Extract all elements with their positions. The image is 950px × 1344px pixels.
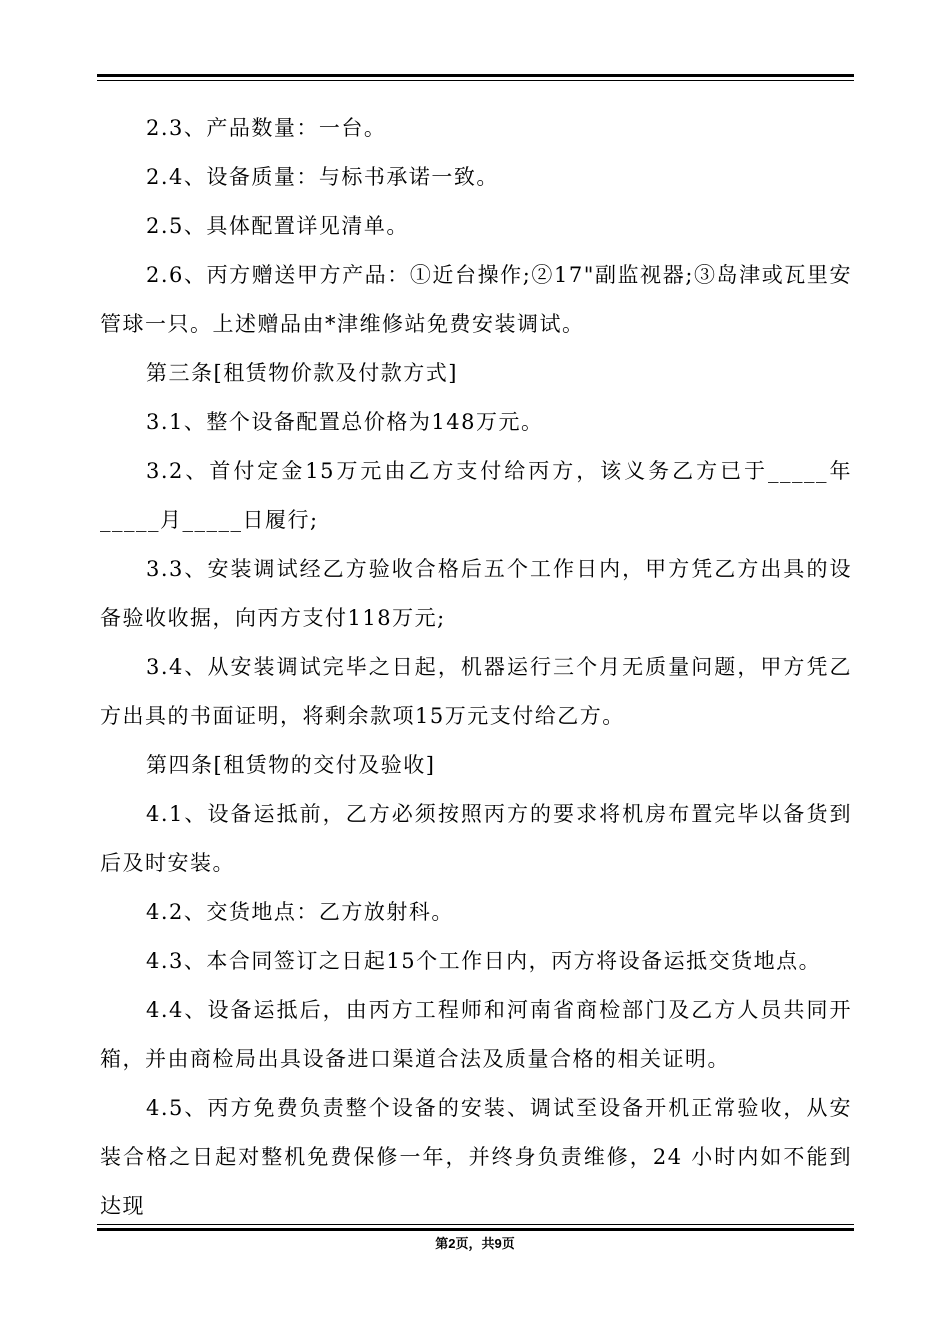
paragraph: 4.2、交货地点：乙方放射科。 — [146, 900, 454, 924]
section-heading: 第四条[租赁物的交付及验收] — [146, 753, 436, 777]
paragraph: 2.4、设备质量：与标书承诺一致。 — [146, 165, 499, 189]
footer-rule — [97, 1224, 854, 1231]
paragraph: 3.1、整个设备配置总价格为148万元。 — [146, 410, 544, 434]
page-number: 第2页，共9页 — [435, 1236, 515, 1251]
paragraph: 4.3、本合同签订之日起15个工作日内，丙方将设备运抵交货地点。 — [146, 949, 822, 973]
paragraph: 3.3、安装调试经乙方验收合格后五个工作日内，甲方凭乙方出具的设备验收收据，向丙方支付118万元; — [100, 557, 852, 630]
paragraph: 2.3、产品数量：一台。 — [146, 116, 387, 140]
paragraph: 4.4、设备运抵后，由丙方工程师和河南省商检部门及乙方人员共同开箱，并由商检局出具设备进口渠道合法及质量合格的相关证明。 — [100, 998, 852, 1071]
paragraph: 4.1、设备运抵前，乙方必须按照丙方的要求将机房布置完毕以备货到后及时安装。 — [100, 802, 852, 875]
paragraph: 2.6、丙方赠送甲方产品：①近台操作;②17"副监视器;③岛津或瓦里安管球一只。上述赠品由*津维修站免费安装调试。 — [100, 263, 852, 336]
paragraph: 3.2、首付定金15万元由乙方支付给丙方，该义务乙方已于_____年_____月_____日履行; — [100, 459, 852, 532]
document-body — [100, 104, 852, 1231]
paragraph: 2.5、具体配置详见清单。 — [146, 214, 409, 238]
paragraph: 4.5、丙方免费负责整个设备的安装、调试至设备开机正常验收，从安装合格之日起对整机免费保修一年，并终身负责维修，24 小时内如不能到达现 — [100, 1096, 852, 1218]
header-rule — [97, 74, 854, 81]
section-heading: 第三条[租赁物价款及付款方式] — [146, 361, 458, 385]
paragraph: 3.4、从安装调试完毕之日起，机器运行三个月无质量问题，甲方凭乙方出具的书面证明，将剩余款项15万元支付给乙方。 — [100, 655, 852, 728]
